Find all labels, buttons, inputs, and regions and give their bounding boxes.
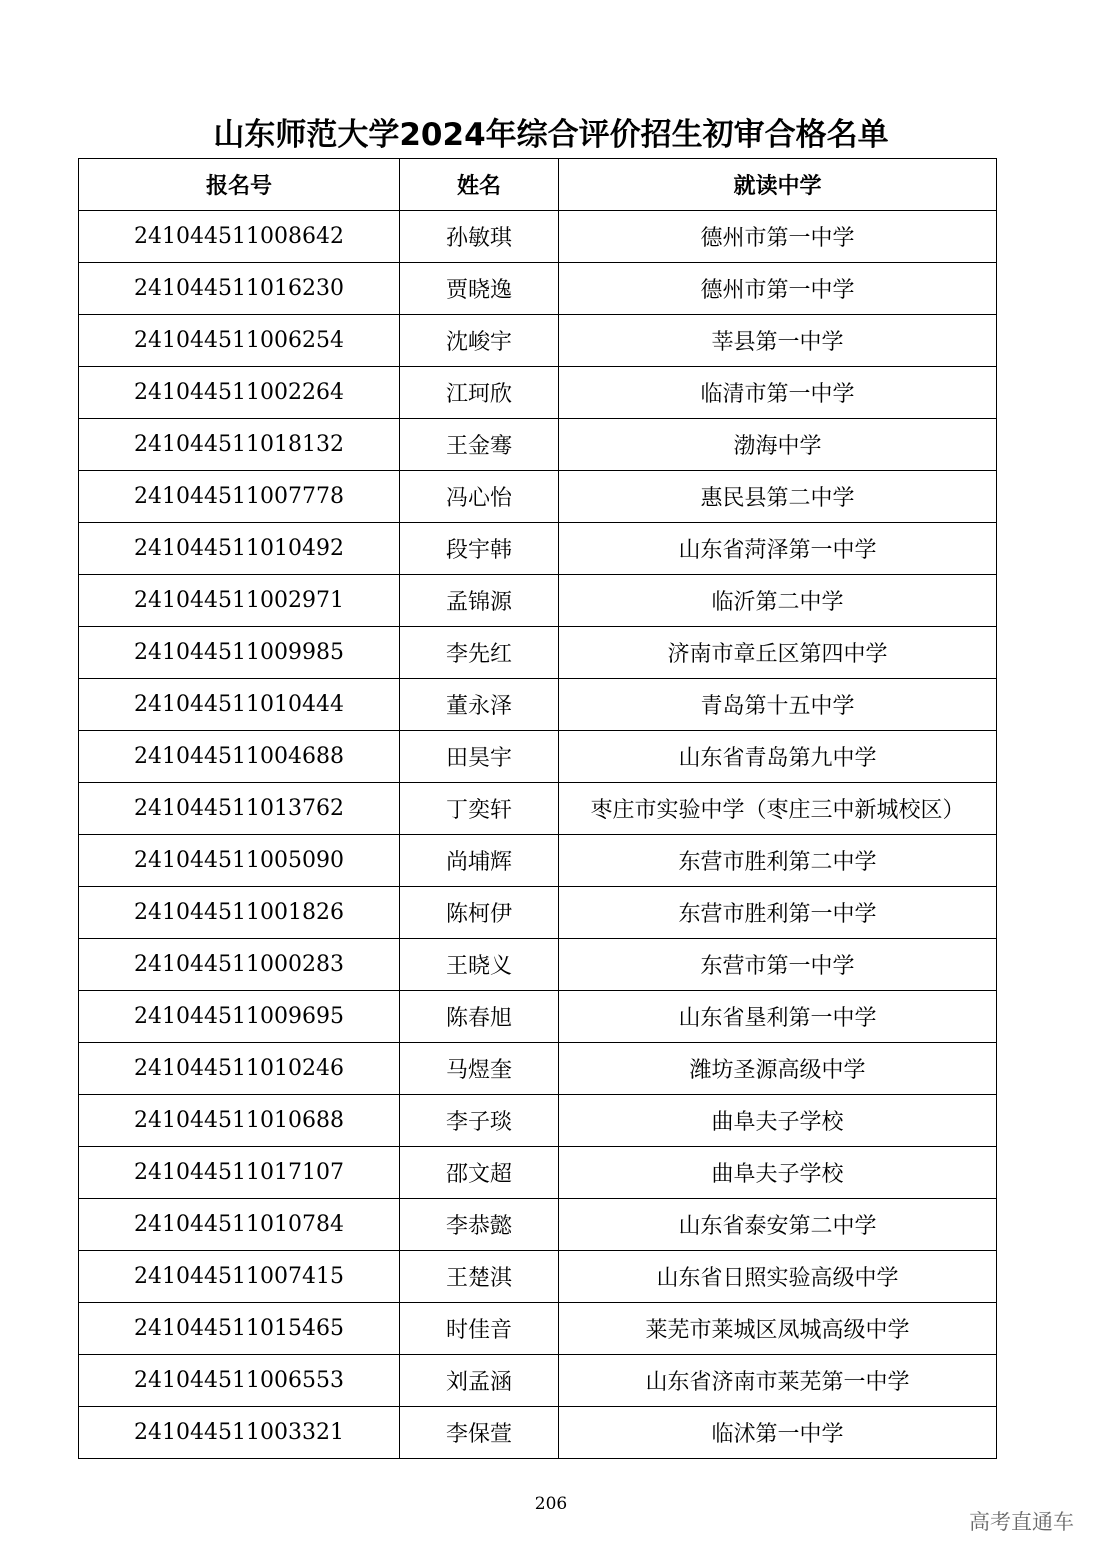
table-row bbox=[79, 1199, 997, 1251]
school-cell: 曲阜夫子学校 bbox=[559, 1147, 997, 1199]
school-cell: 德州市第一中学 bbox=[559, 211, 997, 263]
registration-number-cell: 241044511010492 bbox=[79, 523, 400, 575]
page-number: 206 bbox=[534, 1494, 568, 1514]
school-cell: 临清市第一中学 bbox=[559, 367, 997, 419]
header-row bbox=[79, 159, 997, 211]
table-row bbox=[79, 679, 997, 731]
table-row bbox=[79, 627, 997, 679]
registration-number-cell: 241044511005090 bbox=[79, 835, 400, 887]
table-row bbox=[79, 211, 997, 263]
registration-number-cell: 241044511016230 bbox=[79, 263, 400, 315]
table-row bbox=[79, 1303, 997, 1355]
school-cell: 临沭第一中学 bbox=[559, 1407, 997, 1459]
school-cell: 山东省日照实验高级中学 bbox=[559, 1251, 997, 1303]
student-name-cell: 沈峻宇 bbox=[400, 315, 559, 367]
registration-number-cell: 241044511002264 bbox=[79, 367, 400, 419]
table-row bbox=[79, 783, 997, 835]
registration-number-cell: 241044511010784 bbox=[79, 1199, 400, 1251]
registration-number-cell: 241044511013762 bbox=[79, 783, 400, 835]
student-name-cell: 李保萱 bbox=[400, 1407, 559, 1459]
student-name-cell: 马煜奎 bbox=[400, 1043, 559, 1095]
table-row bbox=[79, 1095, 997, 1147]
school-cell: 临沂第二中学 bbox=[559, 575, 997, 627]
registration-number-cell: 241044511007778 bbox=[79, 471, 400, 523]
student-name-cell: 贾晓逸 bbox=[400, 263, 559, 315]
registration-number-cell: 241044511000283 bbox=[79, 939, 400, 991]
registration-number-cell: 241044511010688 bbox=[79, 1095, 400, 1147]
student-name-cell: 陈柯伊 bbox=[400, 887, 559, 939]
registration-number-cell: 241044511007415 bbox=[79, 1251, 400, 1303]
registration-number-cell: 241044511006553 bbox=[79, 1355, 400, 1407]
school-cell: 山东省泰安第二中学 bbox=[559, 1199, 997, 1251]
registration-number-cell: 241044511002971 bbox=[79, 575, 400, 627]
school-cell: 青岛第十五中学 bbox=[559, 679, 997, 731]
school-cell: 枣庄市实验中学（枣庄三中新城校区） bbox=[559, 783, 997, 835]
page-title: 山东师范大学2024年综合评价招生初审合格名单 bbox=[213, 117, 889, 153]
student-name-cell: 江珂欣 bbox=[400, 367, 559, 419]
registration-number-cell: 241044511009985 bbox=[79, 627, 400, 679]
student-name-cell: 刘孟涵 bbox=[400, 1355, 559, 1407]
table-row bbox=[79, 1043, 997, 1095]
student-name-cell: 陈春旭 bbox=[400, 991, 559, 1043]
table-row bbox=[79, 575, 997, 627]
registration-number-cell: 241044511010444 bbox=[79, 679, 400, 731]
school-cell: 山东省垦利第一中学 bbox=[559, 991, 997, 1043]
header-name: 姓名 bbox=[400, 159, 559, 211]
student-name-cell: 李子琰 bbox=[400, 1095, 559, 1147]
school-cell: 潍坊圣源高级中学 bbox=[559, 1043, 997, 1095]
school-cell: 山东省菏泽第一中学 bbox=[559, 523, 997, 575]
table-body bbox=[79, 211, 997, 1459]
table-row bbox=[79, 419, 997, 471]
table-row bbox=[79, 731, 997, 783]
school-cell: 渤海中学 bbox=[559, 419, 997, 471]
school-cell: 济南市章丘区第四中学 bbox=[559, 627, 997, 679]
table-row bbox=[79, 1251, 997, 1303]
registration-number-cell: 241044511001826 bbox=[79, 887, 400, 939]
table-row bbox=[79, 367, 997, 419]
school-cell: 德州市第一中学 bbox=[559, 263, 997, 315]
admission-list-table bbox=[78, 158, 997, 1459]
student-name-cell: 段宇韩 bbox=[400, 523, 559, 575]
school-cell: 曲阜夫子学校 bbox=[559, 1095, 997, 1147]
school-cell: 山东省济南市莱芜第一中学 bbox=[559, 1355, 997, 1407]
registration-number-cell: 241044511006254 bbox=[79, 315, 400, 367]
registration-number-cell: 241044511003321 bbox=[79, 1407, 400, 1459]
watermark: 高考直通车 bbox=[969, 1510, 1074, 1534]
registration-number-cell: 241044511015465 bbox=[79, 1303, 400, 1355]
school-cell: 东营市第一中学 bbox=[559, 939, 997, 991]
table-row bbox=[79, 523, 997, 575]
registration-number-cell: 241044511010246 bbox=[79, 1043, 400, 1095]
student-name-cell: 时佳音 bbox=[400, 1303, 559, 1355]
table-row bbox=[79, 1407, 997, 1459]
table-row bbox=[79, 471, 997, 523]
registration-number-cell: 241044511018132 bbox=[79, 419, 400, 471]
student-name-cell: 王楚淇 bbox=[400, 1251, 559, 1303]
student-name-cell: 王晓义 bbox=[400, 939, 559, 991]
student-name-cell: 王金骞 bbox=[400, 419, 559, 471]
table-row bbox=[79, 1147, 997, 1199]
table-row bbox=[79, 315, 997, 367]
school-cell: 惠民县第二中学 bbox=[559, 471, 997, 523]
student-name-cell: 邵文超 bbox=[400, 1147, 559, 1199]
table-row bbox=[79, 835, 997, 887]
registration-number-cell: 241044511008642 bbox=[79, 211, 400, 263]
school-cell: 东营市胜利第一中学 bbox=[559, 887, 997, 939]
student-name-cell: 孟锦源 bbox=[400, 575, 559, 627]
school-cell: 山东省青岛第九中学 bbox=[559, 731, 997, 783]
student-name-cell: 田昊宇 bbox=[400, 731, 559, 783]
table-row bbox=[79, 887, 997, 939]
student-name-cell: 冯心怡 bbox=[400, 471, 559, 523]
registration-number-cell: 241044511009695 bbox=[79, 991, 400, 1043]
student-name-cell: 李恭懿 bbox=[400, 1199, 559, 1251]
student-name-cell: 丁奕轩 bbox=[400, 783, 559, 835]
table-row bbox=[79, 939, 997, 991]
table-header bbox=[79, 159, 997, 211]
school-cell: 东营市胜利第二中学 bbox=[559, 835, 997, 887]
header-school: 就读中学 bbox=[559, 159, 997, 211]
registration-number-cell: 241044511017107 bbox=[79, 1147, 400, 1199]
table-row bbox=[79, 1355, 997, 1407]
registration-number-cell: 241044511004688 bbox=[79, 731, 400, 783]
school-cell: 莱芜市莱城区凤城高级中学 bbox=[559, 1303, 997, 1355]
student-name-cell: 李先红 bbox=[400, 627, 559, 679]
student-name-cell: 孙敏琪 bbox=[400, 211, 559, 263]
table-row bbox=[79, 991, 997, 1043]
student-name-cell: 尚埔辉 bbox=[400, 835, 559, 887]
student-name-cell: 董永泽 bbox=[400, 679, 559, 731]
school-cell: 莘县第一中学 bbox=[559, 315, 997, 367]
table-row bbox=[79, 263, 997, 315]
header-registration-number: 报名号 bbox=[79, 159, 400, 211]
